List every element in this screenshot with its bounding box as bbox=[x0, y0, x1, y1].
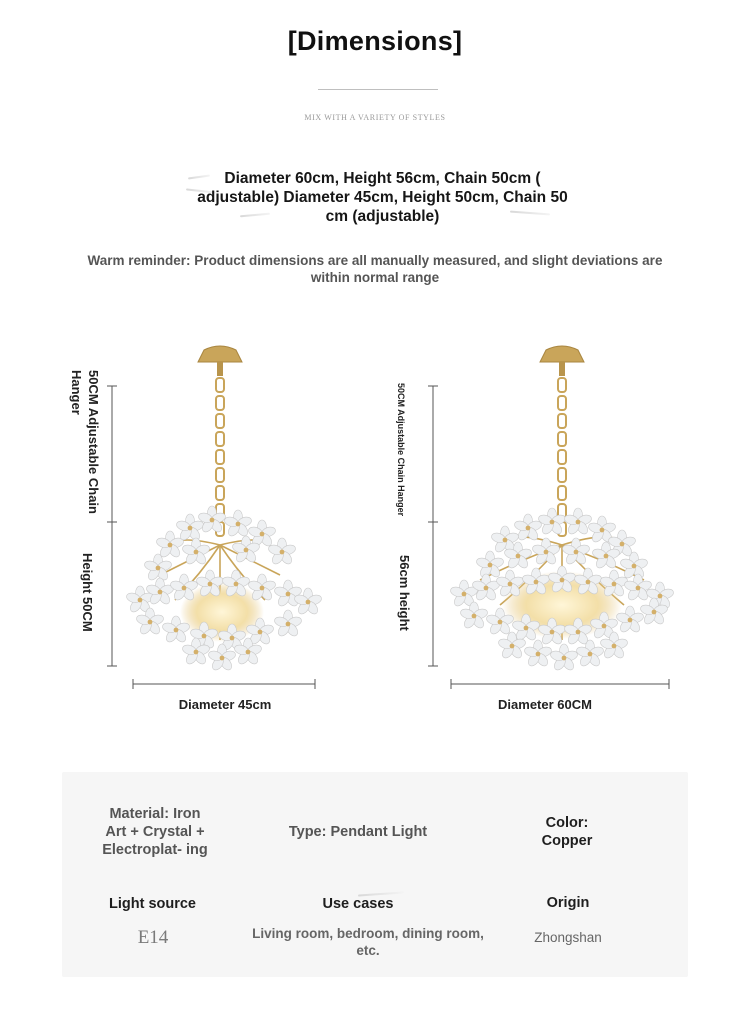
large-chandelier bbox=[428, 346, 675, 689]
large-lamp-height-label: 56cm height bbox=[397, 555, 412, 631]
spec-color: Color: Copper bbox=[541, 815, 593, 849]
small-lamp-chain-label: 50CM Adjustable Chain Hanger bbox=[69, 370, 101, 514]
spec-use-cases-value: Living room, bedroom, dining room, etc. bbox=[252, 926, 484, 958]
spec-light-source-label: Light source bbox=[108, 896, 196, 912]
spec-light-source-value: E14 bbox=[137, 927, 169, 948]
small-lamp-height-label: Height 50CM bbox=[80, 553, 95, 632]
large-lamp-diameter-label: Diameter 60CM bbox=[498, 697, 592, 712]
measurement-reminder: Warm reminder: Product dimensions are all manually measured, and slight deviations are within normal range bbox=[87, 253, 663, 285]
page-subtitle: MIX WITH A VARIETY OF STYLES bbox=[304, 113, 446, 122]
page-title: [Dimensions] bbox=[287, 26, 463, 56]
spec-material: Material: Iron Art + Crystal + Electroplat- ing bbox=[102, 806, 208, 858]
spec-origin-value: Zhongshan bbox=[534, 930, 602, 945]
spec-origin-label: Origin bbox=[546, 895, 590, 911]
small-chandelier bbox=[107, 346, 323, 689]
large-lamp-chain-label: 50CM Adjustable Chain Hanger bbox=[396, 383, 406, 517]
spec-use-cases-label: Use cases bbox=[322, 896, 394, 912]
spec-type: Type: Pendant Light bbox=[288, 824, 428, 840]
small-lamp-diameter-label: Diameter 45cm bbox=[178, 697, 272, 712]
dimensions-summary: Diameter 60cm, Height 56cm, Chain 50cm ( adjustable) Diameter 45cm, Height 50cm, Chain 50 cm (adjustable) bbox=[197, 170, 568, 225]
